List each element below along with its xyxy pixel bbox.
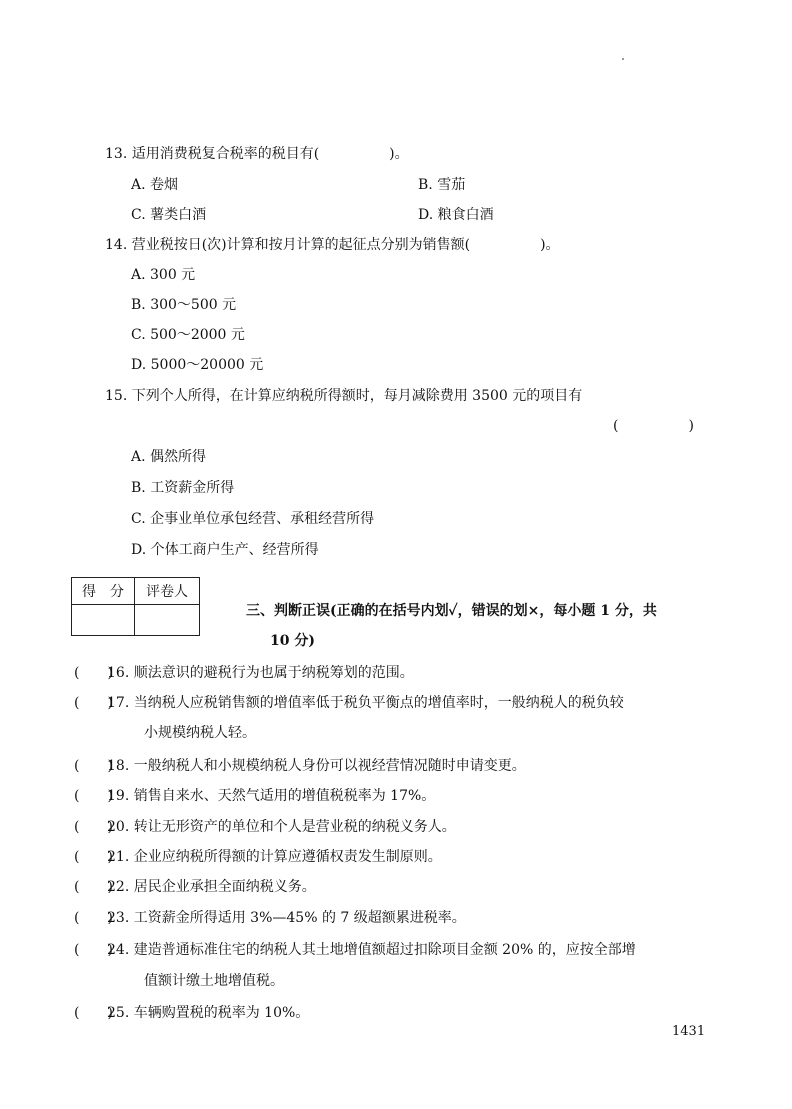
tf23-paren: ( ) (74, 910, 113, 926)
score-cell (72, 605, 135, 636)
tf20-paren: ( ) (74, 819, 113, 835)
q13-option-b: B. 雪茄 (418, 177, 466, 193)
tf16-paren: ( ) (74, 665, 113, 681)
q13-stem: 13. 适用消费税复合税率的税目有( )。 (105, 146, 409, 162)
section3-title-line2: 10 分) (270, 633, 315, 649)
q15-option-c: C. 企事业单位承包经营、承租经营所得 (131, 511, 375, 527)
scan-speck (622, 58, 624, 60)
q15-option-d: D. 个体工商户生产、经营所得 (131, 542, 319, 558)
tf25-paren: ( ) (74, 1005, 113, 1021)
tf18-text: 18. 一般纳税人和小规模纳税人身份可以视经营情况随时申请变更。 (107, 758, 526, 774)
q14-option-c: C. 500～2000 元 (131, 327, 245, 343)
tf17-text: 17. 当纳税人应税销售额的增值率低于税负平衡点的增值率时，一般纳税人的税负较 (107, 695, 624, 711)
tf22-text: 22. 居民企业承担全面纳税义务。 (107, 879, 316, 895)
tf16-text: 16. 顺法意识的避税行为也属于纳税筹划的范围。 (107, 665, 414, 681)
tf19-text: 19. 销售自来水、天然气适用的增值税税率为 17%。 (107, 788, 436, 804)
grader-cell (135, 605, 200, 636)
q14-stem: 14. 营业税按日(次)计算和按月计算的起征点分别为销售额( )。 (105, 237, 560, 253)
q15-stem: 15. 下列个人所得，在计算应纳税所得额时，每月减除费用 3500 元的项目有 (105, 388, 583, 404)
page-number: 1431 (672, 1024, 706, 1039)
tf25-text: 25. 车辆购置税的税率为 10%。 (107, 1005, 310, 1021)
q13-option-a: A. 卷烟 (131, 177, 179, 193)
q13-option-c: C. 薯类白酒 (131, 207, 207, 223)
score-box (71, 577, 200, 636)
tf24-paren: ( ) (74, 942, 113, 958)
tf23-text: 23. 工资薪金所得适用 3%—45% 的 7 级超额累进税率。 (107, 910, 466, 926)
tf19-paren: ( ) (74, 788, 113, 804)
tf24-text-cont: 值额计缴土地增值税。 (144, 973, 284, 989)
tf21-text: 21. 企业应纳税所得额的计算应遵循权责发生制原则。 (107, 849, 442, 865)
tf20-text: 20. 转让无形资产的单位和个人是营业税的纳税义务人。 (107, 819, 456, 835)
q15-option-b: B. 工资薪金所得 (131, 480, 235, 496)
tf17-paren: ( ) (74, 695, 113, 711)
q13-option-d: D. 粮食白酒 (418, 207, 494, 223)
grader-label: 评卷人 (135, 578, 200, 605)
tf21-paren: ( ) (74, 849, 113, 865)
q15-option-a: A. 偶然所得 (131, 449, 207, 465)
tf24-text: 24. 建造普通标准住宅的纳税人其土地增值额超过扣除项目金额 20% 的，应按全部增 (107, 942, 636, 958)
q15-answer-paren: ( ) (613, 418, 694, 434)
q14-option-b: B. 300～500 元 (131, 297, 237, 313)
score-label: 得 分 (72, 578, 135, 605)
section3-title-line1: 三、判断正误(正确的在括号内划✓，错误的划×，每小题 1 分，共 (246, 603, 657, 619)
tf22-paren: ( ) (74, 879, 113, 895)
q14-option-a: A. 300 元 (131, 267, 196, 283)
q14-option-d: D. 5000～20000 元 (131, 357, 264, 373)
tf18-paren: ( ) (74, 758, 113, 774)
tf17-text-cont: 小规模纳税人轻。 (144, 725, 256, 741)
